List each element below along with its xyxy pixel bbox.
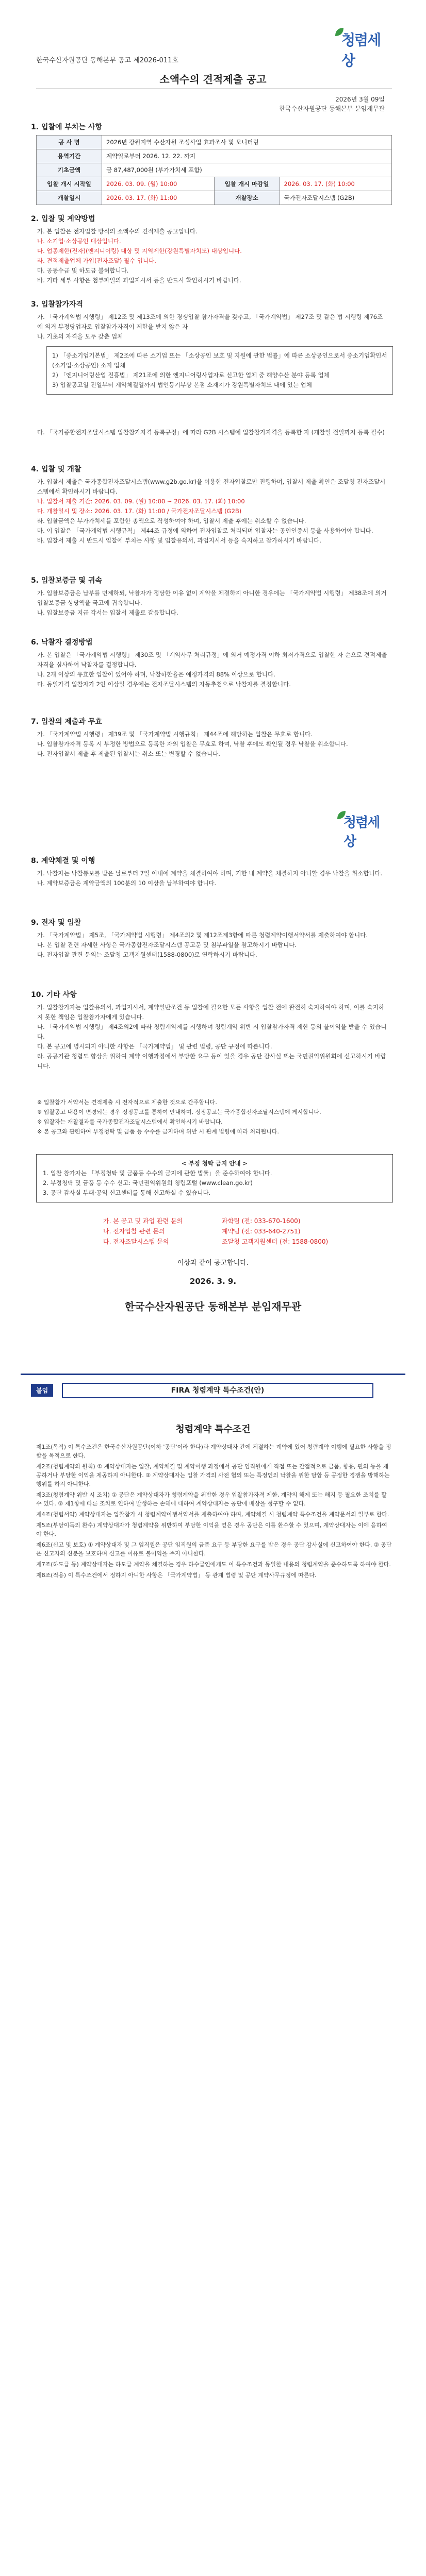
row-value: 계약일로부터 2026. 12. 22. 까지 (102, 149, 392, 163)
announce-date: 2026년 3월 09일 (335, 96, 385, 103)
bottom-date: 2026. 3. 9. (189, 1277, 237, 1286)
attachment-divider (21, 1374, 405, 1375)
announce-org: 한국수산자원공단 동해본부 분임재무관 (279, 105, 385, 112)
body-line: 나. 기초의 자격을 모두 갖춘 업체 (37, 333, 123, 340)
row-label: 용역기간 (37, 149, 102, 163)
body-line: 가. 본 입찰은 전자입찰 방식의 소액수의 견적제출 공고입니다. (37, 228, 198, 235)
section-body (37, 650, 388, 689)
body-line: 다. 「국가종합전자조달시스템 입찰참가자격 등록규정」에 따라 G2B 시스템에 입찰참가자격을 등록한 자 (개찰일 전일까지 등록 필수) (37, 429, 385, 436)
article: 제8조(적용) 이 특수조건에서 정하지 아니한 사항은 「국가계약법」 등 관계 법령 및 공단 계약사무규정에 따른다. (36, 1572, 317, 1579)
articles-list (36, 1443, 392, 1582)
section-body (37, 227, 388, 285)
qualification-box (46, 346, 393, 395)
section-heading: 3. 입찰참가자격 (31, 300, 84, 309)
row-value: 2026. 03. 17. (화) 11:00 (102, 191, 215, 205)
body-line: 다. 전자입찰서 제출 후 제출된 입찰서는 취소 또는 변경할 수 없습니다. (37, 750, 220, 757)
body-line: 마. 이 입찰은 「국가계약법 시행규칙」 제44조 규정에 의하여 전자입찰로 처리되며 입찰자는 공인인증서 등을 사용하여야 합니다. (37, 527, 373, 534)
body-line: 다. 동일가격 입찰자가 2인 이상일 경우에는 전자조달시스템의 자동추첨으로 낙찰자를 결정합니다. (37, 681, 291, 688)
body-line: 나. 입찰참가자격 등록 시 부정한 방법으로 등록한 자의 입찰은 무효로 하며, 낙찰 후에도 확인될 경우 낙찰을 취소합니다. (37, 740, 348, 748)
notes-list (37, 1097, 388, 1137)
section-heading: 1. 입찰에 부치는 사항 (31, 123, 102, 131)
body-line: 3) 입찰공고일 전일부터 계약체결일까지 법인등기부상 본점 소재지가 강원특별자치도 내에 있는 업체 (52, 381, 312, 388)
contact-phone: 조달청 고객지원센터 (전: 1588-0800) (222, 1238, 329, 1245)
section-body (37, 312, 388, 342)
body-line: 나. 입찰서 제출 기간: 2026. 03. 09. (월) 10:00 ~ 2026. 03. 17. (화) 10:00 (37, 498, 245, 505)
section-heading: 6. 낙찰자 결정방법 (31, 638, 93, 647)
section-heading: 2. 입찰 및 계약방법 (31, 215, 95, 223)
row-label: 입찰 개시 마감일 (214, 177, 280, 191)
bottom-org: 한국수산자원공단 동해본부 분임재무관 (124, 1300, 302, 1313)
notice-number: 한국수산자원공단 동해본부 공고 제2026-011호 (36, 57, 178, 64)
contact-list (103, 1216, 371, 1247)
special-conditions-title: 청렴계약 특수조건 (175, 1424, 251, 1435)
row-label: 공 사 명 (37, 135, 102, 149)
contact-topic: 가. 본 공고 및 과업 관련 문의 (103, 1217, 183, 1225)
section-heading: 9. 전자 및 입찰 (31, 919, 81, 927)
contact-row (103, 1236, 371, 1247)
body-line: 1) 「중소기업기본법」 제2조에 따른 소기업 또는 「소상공인 보호 및 지원에 관한 법률」에 따른 소상공인으로서 중소기업확인서(소기업·소상공인) 소지 업체 (52, 352, 387, 369)
body-line: 가. 낙찰자는 낙찰통보를 받은 날로부터 7일 이내에 계약을 체결하여야 하며, 기한 내 계약을 체결하지 아니할 경우 낙찰을 취소합니다. (37, 870, 383, 877)
section-body (37, 588, 388, 618)
body-line: 라. 견적제출업체 가입(전자조달) 필수 입니다. (37, 257, 156, 264)
contact-row (103, 1226, 371, 1236)
section-body (37, 869, 388, 888)
section-body (37, 428, 388, 437)
table-row (37, 149, 392, 163)
contact-phone: 계약팀 (전: 033-640-2751) (222, 1228, 301, 1235)
anti-graft-notice-box (36, 1154, 393, 1202)
body-line: 나. 본 입찰 관련 자세한 사항은 국가종합전자조달시스템 공고문 및 첨부파일을 참고하시기 바랍니다. (37, 941, 297, 948)
body-line: 마. 공동수급 및 하도급 불허합니다. (37, 267, 129, 274)
body-line: 라. 입찰금액은 부가가치세를 포함한 총액으로 작성하여야 하며, 입찰서 제출 후에는 취소할 수 없습니다. (37, 517, 306, 524)
row-label: 개찰일시 (37, 191, 102, 205)
body-line: 나. 소기업·소상공인 대상입니다. (37, 238, 121, 245)
row-label: 기초금액 (37, 163, 102, 177)
section-heading: 7. 입찰의 제출과 무효 (31, 718, 102, 726)
contact-row (103, 1216, 371, 1226)
body-line: 2) 「엔지니어링산업 진흥법」 제21조에 의한 엔지니어링사업자로 신고한 업체 중 해양수산 분야 등록 업체 (52, 371, 330, 379)
section-body (37, 730, 388, 759)
row-value: 국가전자조달시스템 (G2B) (280, 191, 392, 205)
logo-text: 청렴세상 (341, 31, 381, 69)
table-row (37, 191, 392, 205)
row-value: 2026. 03. 09. (월) 10:00 (102, 177, 215, 191)
body-line: 가. 「국가계약법」 제5조, 「국가계약법 시행령」 제4조의2 및 제12조제3항에 따른 청렴계약이행서약서를 제출하여야 합니다. (37, 931, 368, 939)
body-line: 다. 업종제한(전자)(엔지니어링) 대상 및 지역제한(강원특별자치도) 대상입니다. (37, 247, 242, 255)
attachment-title: FIRA 청렴계약 특수조건(안) (62, 1383, 373, 1398)
note-line: ※ 입찰참가 서약서는 견적제출 시 전자적으로 제출한 것으로 간주합니다. (37, 1099, 217, 1106)
table-row (37, 177, 392, 191)
body-line: 라. 공공기관 청렴도 향상을 위하여 계약 이행과정에서 부당한 요구 등이 있을 경우 공단 감사실 또는 국민권익위원회에 신고하시기 바랍니다. (37, 1053, 386, 1070)
contact-topic: 나. 전자입찰 관련 문의 (103, 1228, 165, 1235)
body-line: 나. 2개 이상의 유효한 입찰이 있어야 하며, 낙찰하한율은 예정가격의 88% 이상으로 합니다. (37, 671, 275, 678)
closing-text: 이상과 같이 공고합니다. (177, 1259, 249, 1267)
section-heading: 10. 기타 사항 (31, 991, 77, 999)
logo-text: 청렴세상 (343, 815, 380, 850)
row-value: 2026. 03. 17. (화) 10:00 (280, 177, 392, 191)
bid-info-table (36, 135, 392, 205)
body-line: 가. 「국가계약법 시행령」 제12조 및 제13조에 의한 경쟁입찰 참가자격을 갖추고, 「국가계약법」 제27조 및 같은 법 시행령 제76조에 의거 부정당업자로 입찰참가자격이 제한을 받지 않은 자 (37, 313, 383, 330)
section-body (37, 477, 388, 546)
article: 제7조(하도급 등) 계약상대자는 하도급 계약을 체결하는 경우 하수급인에게도 이 특수조건과 동일한 내용의 청렴계약을 준수하도록 하여야 한다. (36, 1561, 391, 1568)
notice-line: 3. 공단 감사실 부패·공익 신고센터를 통해 신고하실 수 있습니다. (43, 1189, 211, 1196)
body-line: 가. 「국가계약법 시행령」 제39조 및 「국가계약법 시행규칙」 제44조에 해당하는 입찰은 무효로 합니다. (37, 731, 313, 738)
attachment-badge: 붙임 (31, 1384, 53, 1397)
article: 제4조(청렴서약) 계약상대자는 입찰참가 시 청렴계약이행서약서를 제출하여야 하며, 계약체결 시 청렴계약 특수조건을 계약문서의 일부로 한다. (36, 1511, 389, 1518)
body-line: 다. 개찰일시 및 장소: 2026. 03. 17. (화) 11:00 / 국가전자조달시스템 (G2B) (37, 507, 242, 515)
row-value: 금 87,487,000원 (부가가치세 포함) (102, 163, 392, 177)
section-heading: 5. 입찰보증금 및 귀속 (31, 577, 102, 585)
article: 제6조(신고 및 보호) ① 계약상대자 및 그 임직원은 공단 임직원의 금품 요구 등 부당한 요구를 받은 경우 공단 감사실에 신고하여야 한다. ② 공단은 신고자의 신분을 보호하며 신고를 이유로 불이익을 주지 아니한다. (36, 1541, 392, 1557)
section-body (37, 1003, 388, 1071)
table-row (37, 163, 392, 177)
page-title: 소액수의 견적제출 공고 (159, 73, 267, 86)
notice-line: 1. 입찰 참가자는 「부정청탁 및 금품등 수수의 금지에 관한 법률」을 준수하여야 합니다. (43, 1170, 272, 1177)
row-label: 입찰 개시 시작일 (37, 177, 102, 191)
body-line: 나. 입찰보증금 지급 각서는 입찰서 제출로 갈음합니다. (37, 609, 178, 616)
article: 제1조(목적) 이 특수조건은 한국수산자원공단(이하 '공단'이라 한다)과 계약상대자 간에 체결하는 계약에 있어 청렴계약 이행에 필요한 사항을 정함을 목적으로 한다. (36, 1444, 391, 1459)
article: 제5조(부당이득의 환수) 계약상대자가 청렴계약을 위반하여 부당한 이익을 얻은 경우 공단은 이를 환수할 수 있으며, 계약상대자는 이에 응하여야 한다. (36, 1522, 387, 1537)
row-label: 개찰장소 (214, 191, 280, 205)
body-line: 바. 입찰서 제출 시 반드시 입찰에 부치는 사항 및 입찰유의서, 과업지시서 등을 숙지하고 참가하시기 바랍니다. (37, 537, 321, 544)
row-value: 2026년 강원지역 수산자원 조성사업 효과조사 및 모니터링 (102, 135, 392, 149)
integrity-logo (329, 24, 385, 69)
section-heading: 8. 계약체결 및 이행 (31, 857, 95, 865)
body-line: 나. 「국가계약법 시행령」 제4조의2에 따라 청렴계약제를 시행하며 청렴계약 위반 시 입찰참가자격 제한 등의 불이익을 받을 수 있습니다. (37, 1023, 387, 1040)
body-line: 가. 입찰서 제출은 국가종합전자조달시스템(www.g2b.go.kr)을 이용한 전자입찰로만 진행하며, 입찰서 제출 확인은 조달청 전자조달시스템에서 확인하시기 바랍니다. (37, 478, 386, 495)
body-line: 가. 입찰보증금은 납부를 면제하되, 낙찰자가 정당한 이유 없이 계약을 체결하지 아니한 경우에는 「국가계약법 시행령」 제38조에 의거 입찰보증금 상당액을 국고에 귀속합니다. (37, 589, 387, 606)
contact-phone: 과학팀 (전: 033-670-1600) (222, 1217, 301, 1225)
notice-line: 2. 부정청탁 및 금품 등 수수 신고: 국민권익위원회 청렴포털 (www.clean.go.kr) (43, 1179, 253, 1187)
body-line: 가. 본 입찰은 「국가계약법 시행령」 제30조 및 「계약사무 처리규정」에 의거 예정가격 이하 최저가격으로 입찰한 자 순으로 견적제출 자격을 심사하여 낙찰자를 결정합니다. (37, 651, 387, 668)
note-line: ※ 입찰공고 내용이 변경되는 경우 정정공고를 통하여 안내하며, 정정공고는 국가종합전자조달시스템에 게시합니다. (37, 1109, 321, 1115)
body-line: 바. 기타 세부 사항은 첨부파일의 과업지시서 등을 반드시 확인하시기 바랍니다. (37, 277, 241, 284)
section-body (37, 930, 388, 960)
body-line: 나. 계약보증금은 계약금액의 100분의 10 이상을 납부하여야 합니다. (37, 879, 217, 887)
contact-topic: 다. 전자조달시스템 문의 (103, 1238, 169, 1245)
body-line: 다. 전자입찰 관련 문의는 조달청 고객지원센터(1588-0800)로 연락하시기 바랍니다. (37, 951, 257, 958)
body-line: 가. 입찰참가자는 입찰유의서, 과업지시서, 계약일반조건 등 입찰에 필요한 모든 사항을 입찰 전에 완전히 숙지하여야 하며, 이를 숙지하지 못한 책임은 입찰참가자에게 있습니다. (37, 1004, 384, 1021)
section-heading: 4. 입찰 및 개찰 (31, 465, 81, 473)
article: 제3조(청렴계약 위반 시 조치) ① 공단은 계약상대자가 청렴계약을 위반한 경우 입찰참가자격 제한, 계약의 해제 또는 해지 등 필요한 조치를 할 수 있다. ② 제1항에 따른 조치로 인하여 발생하는 손해에 대하여 계약상대자는 공단에 배상을 청구할 수 없다. (36, 1492, 387, 1507)
integrity-logo (333, 807, 385, 850)
note-line: ※ 본 공고와 관련하여 부정청탁 및 금품 등 수수를 금지하며 위반 시 관계 법령에 따라 처리됩니다. (37, 1128, 279, 1135)
table-row (37, 135, 392, 149)
notice-title: < 부정 청탁 금지 안내 > (181, 1160, 248, 1167)
note-line: ※ 입찰자는 개찰결과를 국가종합전자조달시스템에서 확인하시기 바랍니다. (37, 1118, 223, 1125)
article: 제2조(청렴계약의 원칙) ① 계약상대자는 입찰, 계약체결 및 계약이행 과정에서 공단 임직원에게 직접 또는 간접적으로 금품, 향응, 편의 등을 제공하거나 부당한 이익을 제공하지 아니한다. ② 계약상대자는 입찰 가격의 사전 협의 또는 특정인의 낙찰을 위한 담합 등 공정한 경쟁을 방해하는 행위를 하지 아니한다. (36, 1463, 390, 1487)
body-line: 다. 본 공고에 명시되지 아니한 사항은 「국가계약법」 및 관련 법령, 공단 규정에 따릅니다. (37, 1043, 272, 1050)
